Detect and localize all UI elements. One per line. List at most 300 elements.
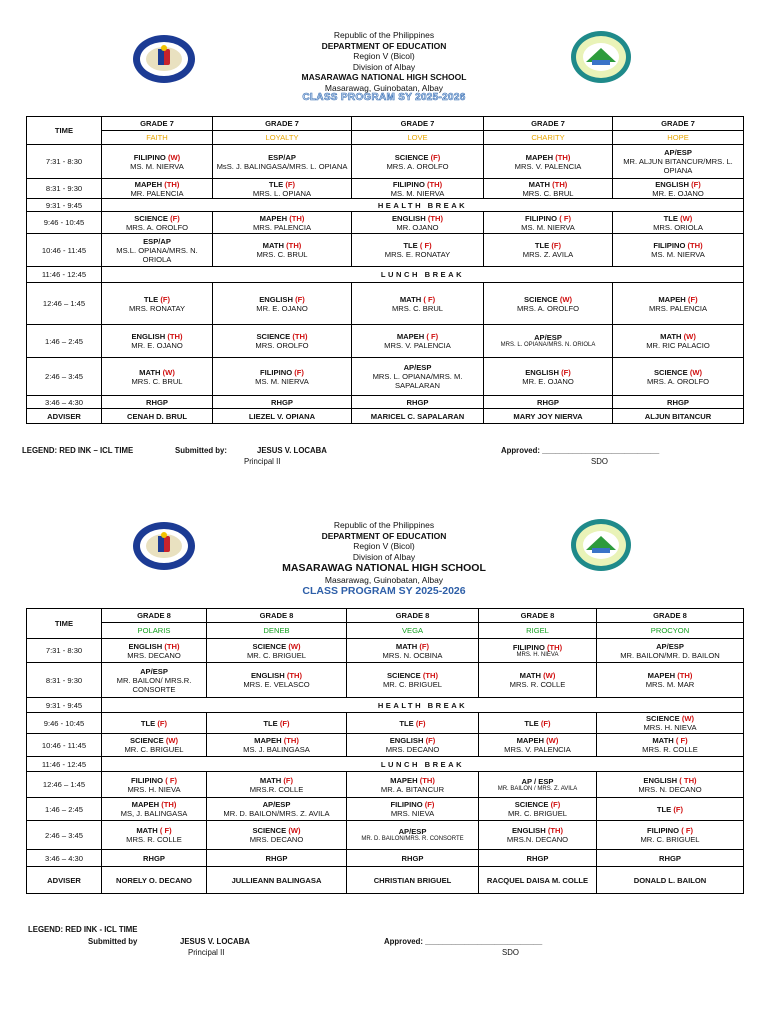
subject-line <box>104 667 204 676</box>
teacher-name: MR. E. OJANO <box>652 188 704 198</box>
schedule-code: (TH) <box>419 775 435 785</box>
schedule-code: (F) <box>425 736 436 745</box>
subject-name: SCIENCE <box>523 294 558 304</box>
schedule-code: (TH) <box>427 213 444 223</box>
program-title: CLASS PROGRAM SY 2025-2026 <box>302 584 466 597</box>
class-cell <box>484 179 613 199</box>
schedule-code: (W) <box>288 826 301 835</box>
table-row <box>27 734 744 757</box>
subject-line <box>215 368 349 377</box>
class-cell <box>597 713 744 734</box>
rhgp-cell: RHGP <box>484 396 613 409</box>
subject-line <box>481 643 594 652</box>
class-cell <box>352 212 484 234</box>
class-cell <box>597 772 744 798</box>
grade-header-row <box>27 117 744 131</box>
section-name: CHARITY <box>484 131 613 145</box>
adviser-name: DONALD L. BAILON <box>597 867 744 894</box>
teacher-name: MR. D. BAILON/MRS. Z. AVILA <box>223 809 330 818</box>
subject-line <box>486 153 610 162</box>
legend: LEGEND: RED INK - ICL TIME <box>28 925 138 934</box>
schedule-code: (TH) <box>552 179 568 189</box>
table-row <box>27 821 744 850</box>
sdo-label: SDO <box>502 948 519 957</box>
teacher-name: MR. E. OJANO <box>256 303 308 313</box>
grade-label: GRADE 7 <box>484 117 613 131</box>
teacher-name: MR. RIC PALACIO <box>646 341 710 350</box>
subject-line <box>481 826 594 835</box>
subject-name: AP/ESP <box>664 148 692 157</box>
subject-line <box>481 671 594 680</box>
schedule-code: ( F) <box>426 332 439 341</box>
rhgp-cell: RHGP <box>207 850 347 867</box>
section-name: LOVE <box>352 131 484 145</box>
class-cell <box>484 283 613 325</box>
subject-name: SCIENCE <box>134 213 168 223</box>
break-label: HEALTH BREAK <box>102 698 744 713</box>
subject-name: MATH <box>652 736 674 745</box>
adviser-name: LIEZEL V. OPIANA <box>213 409 352 424</box>
subject-name: SCIENCE <box>645 714 680 723</box>
teacher-name: MRS. A. OROLFO <box>386 161 449 171</box>
teacher-name: MR. BAILON / MRS. Z. AVILA <box>497 785 578 792</box>
schedule-code: (F) <box>430 152 441 162</box>
class-cell <box>352 358 484 396</box>
teacher-name: MRS. DECANO <box>127 650 181 660</box>
teacher-name: MRS. A. OROLFO <box>646 376 710 386</box>
subject-line <box>354 153 481 162</box>
division-line: Division of Albay <box>352 61 416 72</box>
subject-name: FILIPINO <box>260 367 293 377</box>
time-slot: 11:46 - 12:45 <box>27 757 102 772</box>
class-cell <box>102 639 207 663</box>
schedule-code: (W) <box>543 671 556 680</box>
teacher-name: MR. C. BRIGUEL <box>640 835 700 844</box>
teacher-name: MRS. E. VELASCO <box>243 680 310 689</box>
subject-name: TLE <box>268 179 284 189</box>
subject-line <box>615 295 741 304</box>
schedule-code: (TH) <box>167 332 183 341</box>
class-cell <box>479 663 597 698</box>
class-cell <box>213 325 352 358</box>
subject-name: MAPEH <box>396 332 425 341</box>
break-label: LUNCH BREAK <box>102 267 744 283</box>
schedule-code: (F) <box>551 241 562 250</box>
section-name: POLARIS <box>102 623 207 639</box>
subject-name: TLE <box>263 718 278 728</box>
subject-line <box>209 800 344 809</box>
grade-header-row <box>27 609 744 623</box>
grade-label: GRADE 8 <box>347 609 479 623</box>
rhgp-cell: RHGP <box>613 396 744 409</box>
teacher-name: MR. C. BRIGUEL <box>246 650 307 660</box>
subject-name: MAPEH <box>516 736 545 745</box>
break-label: LUNCH BREAK <box>102 757 744 772</box>
schedule-code: (W) <box>546 736 559 745</box>
schedule-code: (W) <box>288 641 301 651</box>
teacher-name: MRS. OROLFO <box>255 341 309 350</box>
subject-line <box>349 800 476 809</box>
class-cell <box>213 358 352 396</box>
schedule-code: (F) <box>687 294 698 304</box>
class-cell <box>613 145 744 179</box>
time-slot: 1:46 – 2:45 <box>27 798 102 821</box>
subject-line <box>104 214 210 223</box>
subject-line <box>215 180 349 189</box>
time-slot: 7:31 - 8:30 <box>27 639 102 663</box>
republic-line: Republic of the Philippines <box>333 520 435 530</box>
subject-line <box>209 736 344 745</box>
grade-label: GRADE 7 <box>613 117 744 131</box>
approved-line: Approved: ___________________________ <box>501 446 660 455</box>
schedule-code: (W) <box>162 367 175 377</box>
school-name: MASARAWAG NATIONAL HIGH SCHOOL <box>301 72 467 82</box>
legend: LEGEND: RED INK – ICL TIME <box>22 446 134 455</box>
class-cell <box>352 283 484 325</box>
subject-name: SCIENCE <box>394 152 429 162</box>
subject-line <box>599 671 741 680</box>
schedule-code: (F) <box>561 367 571 377</box>
class-cell <box>484 212 613 234</box>
subject-line <box>481 719 594 728</box>
principal-title: Principal II <box>244 457 281 466</box>
teacher-name: MRS. H. NIEVA <box>127 784 181 794</box>
class-cell <box>597 663 744 698</box>
teacher-name: MRS. L. OPIANA/MRS. M. SAPALARAN <box>372 372 463 390</box>
subject-line <box>354 332 481 341</box>
class-cell <box>479 639 597 663</box>
subject-name: MATH <box>259 775 282 785</box>
school-name: MASARAWAG NATIONAL HIGH SCHOOL <box>282 562 486 574</box>
class-cell <box>347 663 479 698</box>
schedule-code: ( F) <box>165 775 177 785</box>
teacher-name: MRS.R. COLLE <box>249 784 304 794</box>
subject-line <box>215 332 349 341</box>
teacher-name: MR. C. BRIGUEL <box>382 680 443 689</box>
subject-name: FILIPINO <box>512 642 545 652</box>
subject-line <box>354 214 481 223</box>
subject-line <box>599 736 741 745</box>
subject-name: FILIPINO <box>392 179 425 189</box>
subject-name: MATH <box>136 826 158 835</box>
time-slot: 12:46 – 1:45 <box>27 283 102 325</box>
subject-name: SCIENCE <box>252 641 287 651</box>
subject-line <box>349 719 476 728</box>
class-cell <box>484 145 613 179</box>
subject-name: AP/ESP <box>262 800 291 809</box>
subject-name: TLE <box>140 718 156 728</box>
table-row <box>27 772 744 798</box>
time-slot: 9:31 - 9:45 <box>27 698 102 713</box>
adviser-name: NORELY O. DECANO <box>102 867 207 894</box>
subject-name: ENGLISH <box>511 826 546 835</box>
teacher-name: MR. OJANO <box>396 222 439 232</box>
class-cell <box>347 772 479 798</box>
class-cell <box>102 713 207 734</box>
class-cell <box>347 798 479 821</box>
time-slot: 10:46 - 11:45 <box>27 234 102 267</box>
schedule-code: (F) <box>419 641 430 651</box>
region-line: Region V (Bicol) <box>353 541 415 551</box>
subject-name: MATH <box>660 332 682 341</box>
class-cell <box>213 234 352 267</box>
teacher-name: MR. E. OJANO <box>522 376 574 386</box>
teacher-name: MRS.N. DECANO <box>506 835 569 844</box>
subject-name: FILIPINO <box>647 826 680 835</box>
schedule-code: (TH) <box>283 736 299 745</box>
subject-line <box>615 180 741 189</box>
schedule-code: (TH) <box>422 671 439 680</box>
rhgp-cell: RHGP <box>597 850 744 867</box>
teacher-name: MRS. ORIOLA <box>653 222 703 232</box>
subject-name: SCIENCE <box>386 671 421 680</box>
schedule-code: (TH) <box>161 800 177 809</box>
teacher-name: MRS. RONATAY <box>128 303 186 313</box>
subject-line <box>615 368 741 377</box>
teacher-name: MRS. DECANO <box>249 835 304 844</box>
table-row <box>27 639 744 663</box>
subject-name: TLE <box>656 804 672 814</box>
subject-line <box>615 148 741 157</box>
subject-line <box>209 826 344 835</box>
subject-line <box>354 295 481 304</box>
subject-line <box>599 776 741 785</box>
subject-line <box>349 671 476 680</box>
class-cell <box>102 772 207 798</box>
class-cell <box>613 283 744 325</box>
schedule-code: (F) <box>540 718 551 728</box>
adviser-label: ADVISER <box>27 409 102 424</box>
grade-label: GRADE 8 <box>479 609 597 623</box>
rhgp-cell: RHGP <box>102 850 207 867</box>
subject-name: SCIENCE <box>256 332 291 341</box>
table-row <box>27 358 744 396</box>
grade-label: GRADE 7 <box>213 117 352 131</box>
teacher-name: MRS. C. BRUL <box>391 303 444 313</box>
grade7-schedule-table <box>26 116 744 424</box>
time-slot: 2:46 – 3:45 <box>27 821 102 850</box>
break-label: HEALTH BREAK <box>102 199 744 212</box>
time-slot: 2:46 – 3:45 <box>27 358 102 396</box>
schedule-code: (TH) <box>164 641 180 651</box>
teacher-name: MRS. R. COLLE <box>509 680 566 689</box>
subject-line <box>599 826 741 835</box>
time-slot: 10:46 - 11:45 <box>27 734 102 757</box>
principal-name: JESUS V. LOCABA <box>257 446 327 455</box>
teacher-name: MRS. N. DECANO <box>638 784 702 794</box>
adviser-name: RACQUEL DAISA M. COLLE <box>479 867 597 894</box>
schedule-code: ( F) <box>159 826 172 835</box>
class-cell <box>207 663 347 698</box>
subject-name: TLE <box>399 718 414 728</box>
table-row <box>27 867 744 894</box>
class-cell <box>102 734 207 757</box>
time-slot: 9:46 - 10:45 <box>27 212 102 234</box>
subject-name: MAPEH <box>131 800 160 809</box>
subject-name: MAPEH <box>525 152 554 162</box>
subject-line <box>215 295 349 304</box>
schedule-code: (TH) <box>286 671 303 680</box>
class-cell <box>347 713 479 734</box>
teacher-name: MRS. L. OPIANA/MRS. N. ORIOLA <box>500 342 596 348</box>
subject-name: MAPEH <box>134 179 163 189</box>
schedule-code: (F) <box>415 718 426 728</box>
subject-name: SCIENCE <box>653 367 688 377</box>
time-slot: 9:46 - 10:45 <box>27 713 102 734</box>
class-cell <box>102 179 213 199</box>
subject-line <box>599 642 741 651</box>
class-cell <box>352 179 484 199</box>
subject-name: MAPEH <box>254 736 282 745</box>
class-cell <box>597 798 744 821</box>
schedule-code: (TH) <box>427 179 443 189</box>
teacher-name: MRS. NIEVA <box>390 809 435 818</box>
subject-name: ENGLISH <box>655 179 689 189</box>
teacher-name: MRS. M. MAR <box>645 680 695 689</box>
subject-line <box>104 368 210 377</box>
department-line: DEPARTMENT OF EDUCATION <box>321 40 447 51</box>
schedule-code: (TH) <box>677 671 693 680</box>
division-line: Division of Albay <box>352 551 416 562</box>
subject-name: MAPEH <box>658 294 686 304</box>
subject-line <box>354 241 481 250</box>
subject-line <box>481 777 594 786</box>
subject-name: SCIENCE <box>129 736 164 745</box>
table-row <box>27 409 744 424</box>
subject-line <box>209 719 344 728</box>
teacher-name: MS. M. NIERVA <box>255 376 309 386</box>
class-cell <box>102 283 213 325</box>
class-cell <box>597 734 744 757</box>
subject-line <box>486 214 610 223</box>
subject-name: ENGLISH <box>525 367 559 377</box>
subject-line <box>354 363 481 372</box>
section-name: LOYALTY <box>213 131 352 145</box>
subject-name: TLE <box>534 241 550 250</box>
subject-line <box>104 642 204 651</box>
subject-line <box>354 180 481 189</box>
class-cell <box>102 325 213 358</box>
subject-name: FILIPINO <box>653 241 686 250</box>
subject-name: TLE <box>524 718 539 728</box>
time-slot: 12:46 – 1:45 <box>27 772 102 798</box>
subject-line <box>615 332 741 341</box>
table-row <box>27 663 744 698</box>
subject-line <box>599 714 741 723</box>
subject-name: FILIPINO <box>390 800 423 809</box>
schedule-code: ( F) <box>559 213 571 223</box>
schedule-code: (TH) <box>555 152 571 162</box>
class-cell <box>102 145 213 179</box>
time-header: TIME <box>27 609 102 639</box>
class-cell <box>352 234 484 267</box>
subject-line <box>209 671 344 680</box>
subject-line <box>215 241 349 250</box>
schedule-code: (TH) <box>286 241 302 250</box>
schedule-code: (F) <box>279 718 290 728</box>
class-cell <box>484 234 613 267</box>
subject-line <box>104 180 210 189</box>
class-cell <box>207 713 347 734</box>
schedule-code: (W) <box>689 367 703 377</box>
subject-name: MAPEH <box>259 213 288 223</box>
approved-line: Approved: ___________________________ <box>384 937 543 946</box>
teacher-name: MRS. N. OCBINA <box>382 650 443 660</box>
teacher-name: MS. M. NIERVA <box>390 188 445 198</box>
teacher-name: MRS. L. OPIANA <box>252 188 312 198</box>
teacher-name: MRS. R. COLLE <box>642 745 698 754</box>
table-row <box>27 212 744 234</box>
teacher-name: MR. BAILON/MR. D. BAILON <box>620 650 720 660</box>
teacher-name: MRS. A. OROLFO <box>516 303 580 313</box>
time-header: TIME <box>27 117 102 145</box>
subject-line <box>104 826 204 835</box>
table-row <box>27 145 744 179</box>
teacher-name: MR. PALENCIA <box>130 188 184 198</box>
subject-line <box>349 776 476 785</box>
schedule-code: (F) <box>424 800 435 809</box>
subject-name: MATH <box>528 179 551 189</box>
subject-line <box>349 642 476 651</box>
subject-name: TLE <box>143 294 159 304</box>
rhgp-cell: RHGP <box>352 396 484 409</box>
republic-line: Republic of the Philippines <box>333 30 435 40</box>
subject-line <box>615 241 741 250</box>
teacher-name: MRS. A. OROLFO <box>125 222 189 232</box>
subject-line <box>349 827 476 836</box>
table-row <box>27 179 744 199</box>
class-cell <box>207 734 347 757</box>
grade8-schedule-table <box>26 608 744 894</box>
subject-line <box>481 736 594 745</box>
subject-line <box>215 214 349 223</box>
subject-line <box>486 368 610 377</box>
schedule-code: (F) <box>285 179 296 189</box>
class-cell <box>352 145 484 179</box>
class-cell <box>479 772 597 798</box>
teacher-name: MR. C. BRIGUEL <box>124 745 184 754</box>
schedule-code: (W) <box>559 294 573 304</box>
subject-line <box>486 241 610 250</box>
teacher-name: MRS. V. PALENCIA <box>504 745 571 754</box>
grade-label: GRADE 7 <box>102 117 213 131</box>
region-line: Region V (Bicol) <box>353 51 415 61</box>
header-block <box>0 30 768 104</box>
schedule-code: (W) <box>680 213 693 223</box>
time-slot: 8:31 - 9:30 <box>27 179 102 199</box>
class-cell <box>597 821 744 850</box>
school-address: Masarawag, Guinobatan, Albay <box>324 82 444 93</box>
subject-line <box>104 295 210 304</box>
schedule-code: (F) <box>295 294 305 304</box>
subject-line <box>349 736 476 745</box>
teacher-name: MS. J. BALINGASA <box>243 745 310 754</box>
submitted-by: Submitted by <box>88 937 138 946</box>
class-cell <box>102 821 207 850</box>
table-row <box>27 698 744 713</box>
class-cell <box>479 821 597 850</box>
school-address: Masarawag, Guinobatan, Albay <box>324 575 444 585</box>
class-cell <box>102 212 213 234</box>
table-row <box>27 798 744 821</box>
subject-name: MAPEH <box>390 775 418 785</box>
schedule-code: (W) <box>683 332 696 341</box>
teacher-name: MS.L. OPIANA/MRS. N. ORIOLA <box>116 245 198 264</box>
schedule-code: (F) <box>294 367 304 377</box>
subject-name: FILIPINO <box>133 152 166 162</box>
teacher-name: MRS. Z. AVILA <box>522 250 574 259</box>
teacher-name: MRS. R. COLLE <box>126 835 182 844</box>
